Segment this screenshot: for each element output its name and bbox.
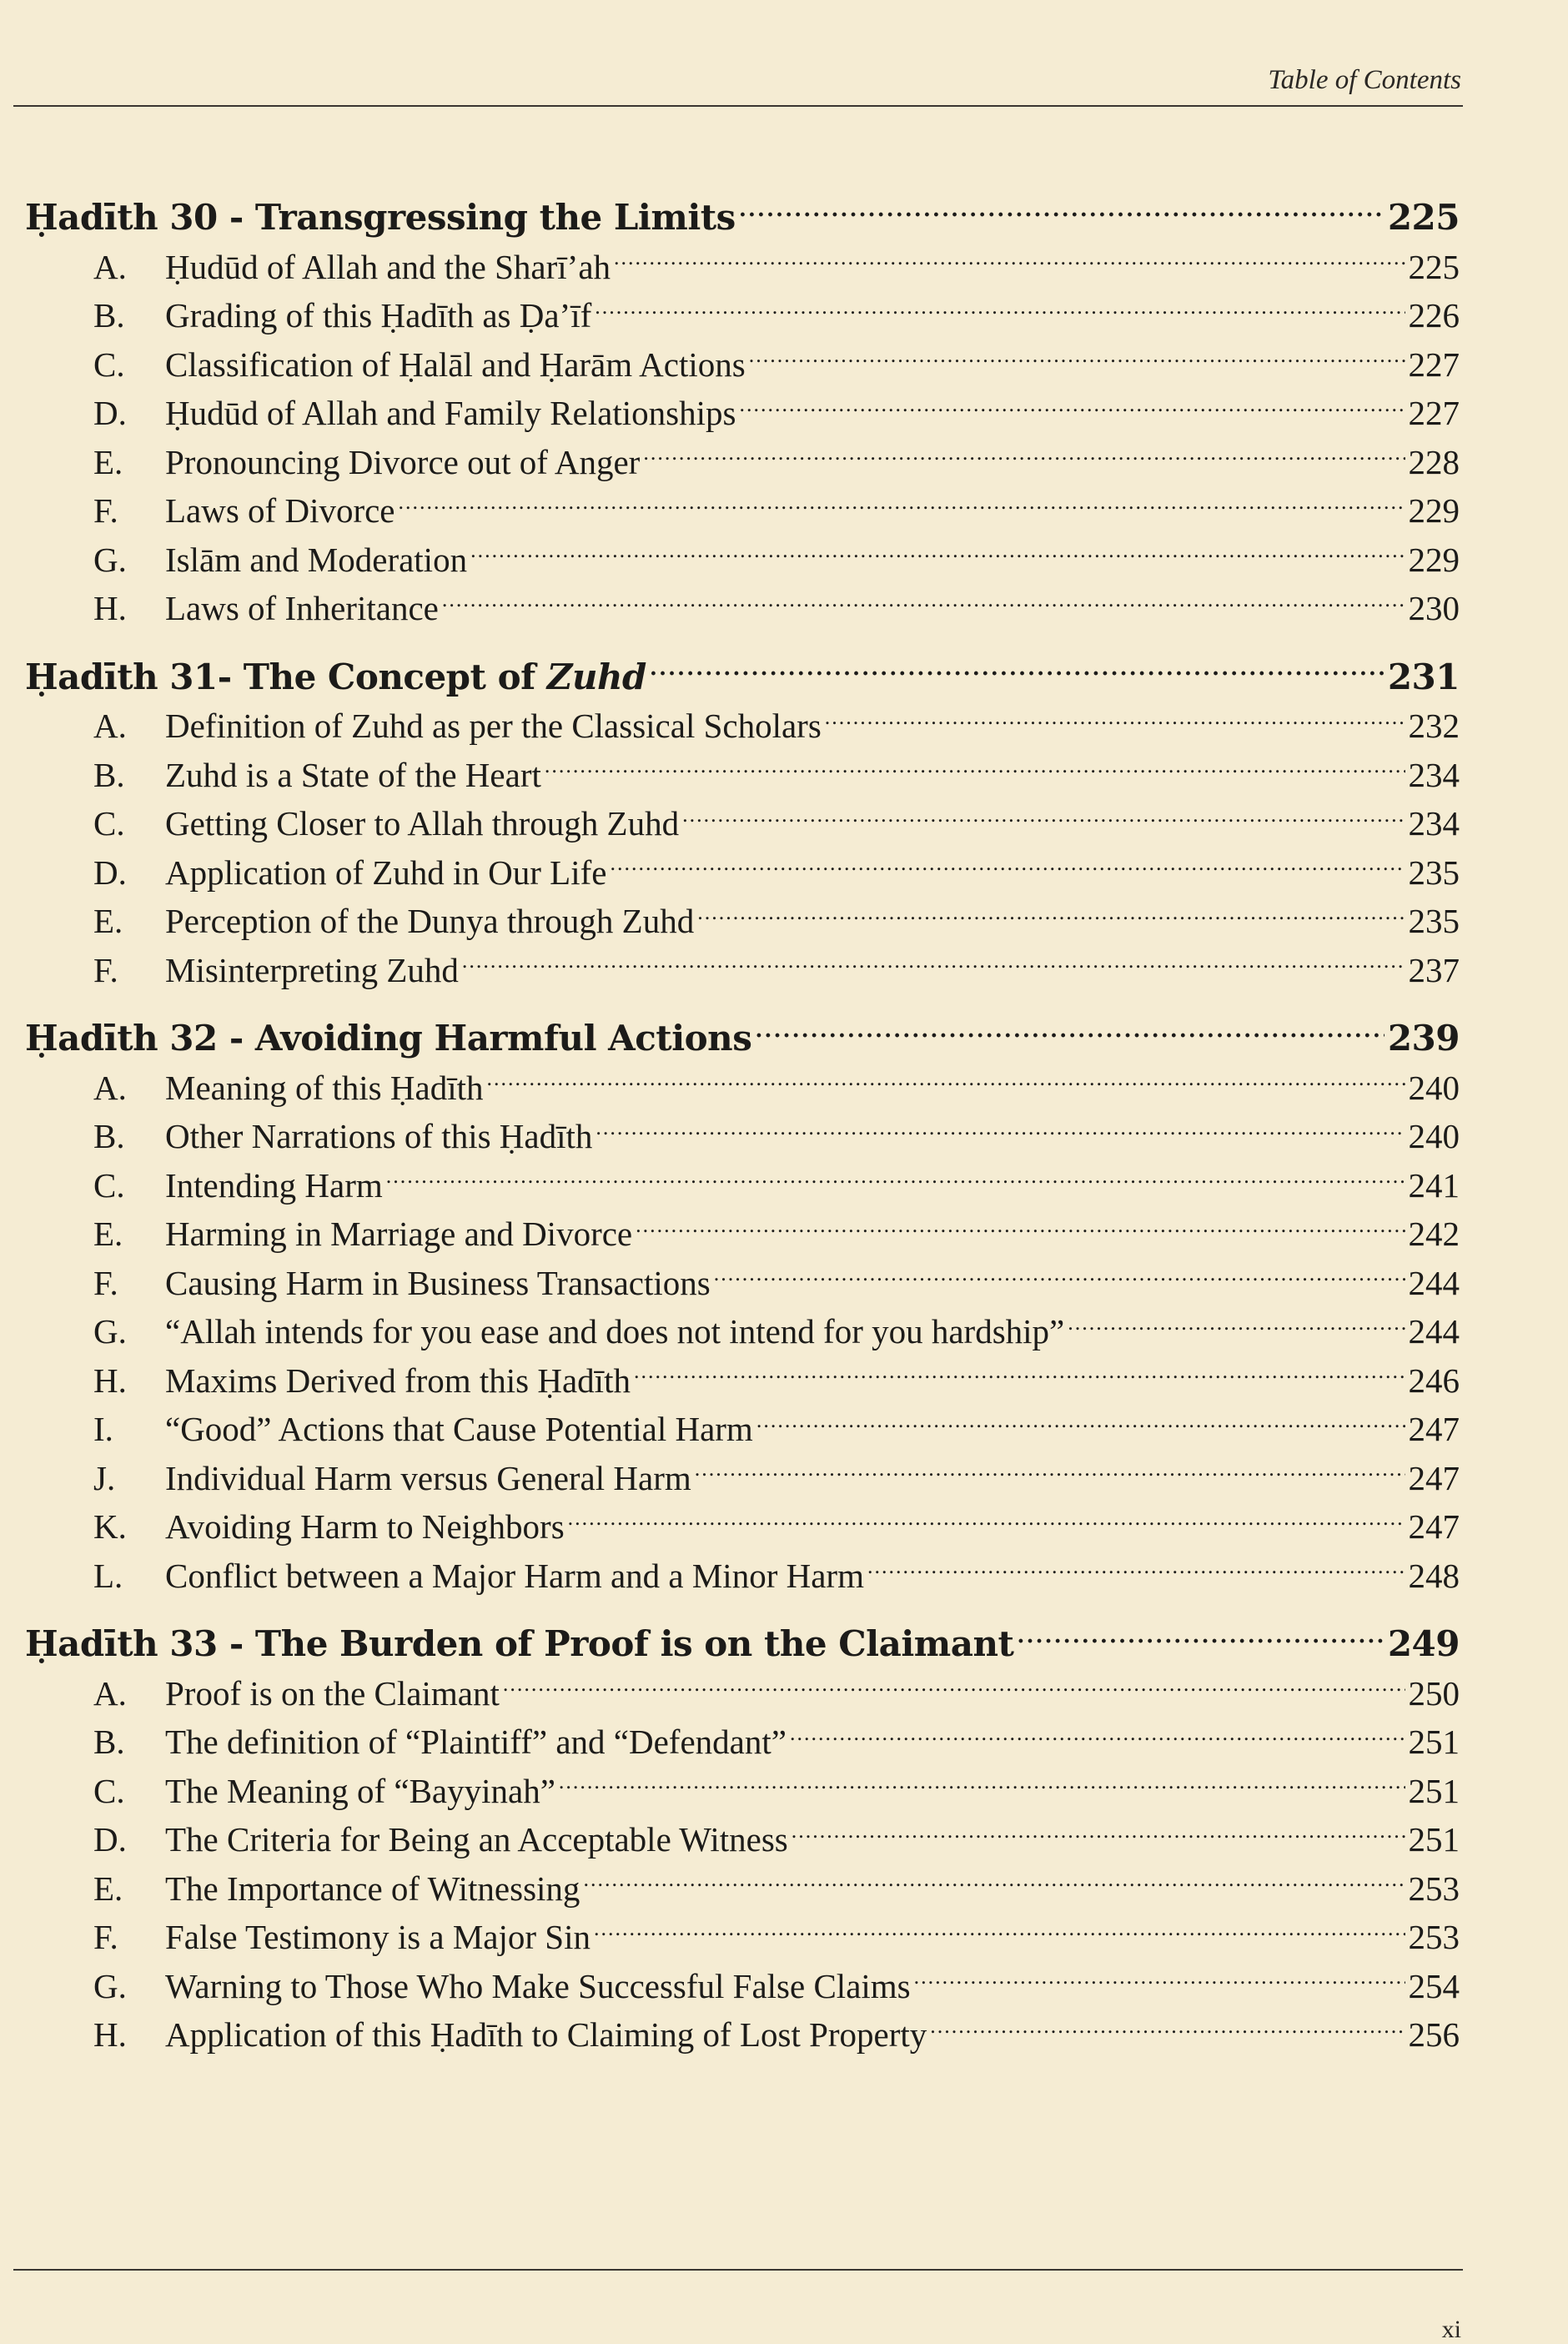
entry-title: Pronouncing Divorce out of Anger: [165, 442, 641, 481]
entry-page-number: 232: [1408, 707, 1460, 745]
toc-entry[interactable]: [25, 1405, 1460, 1454]
entry-letter: A.: [93, 1068, 127, 1107]
entry-letter: C.: [93, 1771, 125, 1810]
dot-leader: [714, 1260, 1405, 1295]
entry-title: Proof is on the Claimant: [165, 1673, 500, 1713]
entry-title: The Criteria for Being an Acceptable Witness: [165, 1820, 788, 1859]
dot-leader: [596, 1114, 1405, 1148]
entry-page-number: 254: [1408, 1966, 1460, 2005]
entry-letter: F.: [93, 1918, 118, 1956]
entry-title: Islām and Moderation: [165, 540, 468, 579]
toc-entry[interactable]: [25, 438, 1460, 487]
dot-leader: [650, 654, 1385, 689]
entry-title: Laws of Divorce: [165, 491, 395, 530]
page-folio: xi: [1441, 2316, 1461, 2343]
dot-leader: [386, 1163, 1405, 1197]
entry-title: Grading of this Ḥadīth as Ḍa’īf: [165, 296, 592, 334]
toc-entry[interactable]: [25, 848, 1460, 898]
entry-page-number: 226: [1408, 296, 1460, 334]
entry-page-number: 244: [1408, 1312, 1460, 1351]
dot-leader: [614, 244, 1405, 279]
toc-section: [25, 194, 1460, 633]
entry-letter: A.: [93, 247, 127, 286]
footer-rule: [13, 2269, 1463, 2271]
entry-page-number: 225: [1408, 247, 1460, 286]
toc-entry[interactable]: [25, 799, 1460, 848]
dot-leader: [682, 801, 1405, 835]
entry-letter: A.: [93, 707, 127, 745]
dot-leader: [486, 1065, 1405, 1099]
toc-entry[interactable]: [25, 1502, 1460, 1552]
entry-letter: F.: [93, 1263, 118, 1302]
toc-entry[interactable]: [25, 389, 1460, 438]
entry-letter: D.: [93, 853, 127, 892]
toc-entry[interactable]: [25, 1718, 1460, 1767]
dot-leader: [634, 1358, 1405, 1392]
entry-letter: G.: [93, 1966, 127, 2005]
entry-letter: F.: [93, 950, 118, 989]
entry-title: Application of this Ḥadīth to Claiming of Lost Property: [165, 2015, 927, 2054]
toc-entry[interactable]: [25, 1356, 1460, 1406]
toc-entry[interactable]: [25, 1962, 1460, 2011]
chapter-page-number: 225: [1387, 197, 1460, 238]
dot-leader: [399, 488, 1405, 522]
entry-page-number: 237: [1408, 950, 1460, 989]
toc-chapter-heading[interactable]: [25, 194, 1460, 243]
chapter-title-text: Ḥadīth 30 - Transgressing the Limits: [25, 197, 736, 238]
entry-title: The Meaning of “Bayyinah”: [165, 1771, 555, 1810]
entry-letter: I.: [93, 1410, 113, 1448]
toc-entry[interactable]: [25, 340, 1460, 390]
entry-page-number: 235: [1408, 902, 1460, 940]
dot-leader: [790, 1719, 1405, 1753]
entry-page-number: 228: [1408, 442, 1460, 481]
entry-title: Individual Harm versus General Harm: [165, 1458, 691, 1497]
entry-page-number: 240: [1408, 1068, 1460, 1107]
entry-page-number: 248: [1408, 1556, 1460, 1595]
entry-page-number: 227: [1408, 394, 1460, 432]
chapter-title-emphasis: Zuhd: [546, 656, 646, 697]
entry-letter: L.: [93, 1556, 123, 1595]
entry-title: Harming in Marriage and Divorce: [165, 1215, 633, 1253]
dot-leader: [755, 1015, 1384, 1050]
entry-title: Warning to Those Who Make Successful False Claims: [165, 1966, 911, 2005]
dot-leader: [503, 1671, 1405, 1705]
dot-leader: [442, 586, 1405, 620]
entry-title: Meaning of this Ḥadīth: [165, 1068, 484, 1107]
entry-title: Causing Harm in Business Transactions: [165, 1263, 711, 1302]
dot-leader: [697, 898, 1405, 933]
dot-leader: [594, 1914, 1405, 1949]
entry-letter: H.: [93, 589, 127, 627]
entry-page-number: 256: [1408, 2015, 1460, 2054]
entry-page-number: 251: [1408, 1723, 1460, 1761]
dot-leader: [695, 1456, 1405, 1490]
dot-leader: [792, 1817, 1405, 1851]
entry-title: Maxims Derived from this Ḥadīth: [165, 1361, 631, 1400]
dot-leader: [595, 293, 1405, 327]
chapter-page-number: 239: [1387, 1018, 1460, 1059]
entry-letter: H.: [93, 2015, 127, 2054]
entry-letter: B.: [93, 1723, 125, 1761]
entry-letter: E.: [93, 1215, 123, 1253]
chapter-title: [25, 1014, 751, 1064]
entry-letter: E.: [93, 442, 123, 481]
entry-page-number: 251: [1408, 1771, 1460, 1810]
entry-page-number: 234: [1408, 804, 1460, 843]
toc-entry[interactable]: [25, 243, 1460, 292]
entry-title: The Importance of Witnessing: [165, 1869, 580, 1908]
entry-letter: C.: [93, 345, 125, 384]
chapter-title: [25, 1620, 1013, 1669]
toc-section: [25, 1620, 1460, 2060]
toc-entry[interactable]: [25, 291, 1460, 340]
chapter-title-text: Ḥadīth 32 - Avoiding Harmful Actions: [25, 1018, 752, 1059]
entry-page-number: 250: [1408, 1673, 1460, 1713]
chapter-title: [25, 194, 736, 243]
toc-entry[interactable]: [25, 702, 1460, 751]
entry-title: Ḥudūd of Allah and Family Relationships: [165, 394, 736, 432]
dot-leader: [583, 1866, 1405, 1900]
dot-leader: [559, 1768, 1405, 1803]
entry-letter: E.: [93, 1869, 123, 1908]
entry-letter: C.: [93, 804, 125, 843]
toc-chapter-heading[interactable]: [25, 1014, 1460, 1064]
dot-leader: [930, 2012, 1405, 2046]
entry-title: Zuhd is a State of the Heart: [165, 755, 541, 794]
entry-title: Conflict between a Major Harm and a Minor Harm: [165, 1556, 864, 1595]
dot-leader: [643, 440, 1405, 474]
entry-page-number: 246: [1408, 1361, 1460, 1400]
toc-chapter-heading[interactable]: [25, 653, 1460, 702]
toc-entry[interactable]: [25, 1454, 1460, 1503]
entry-title: Intending Harm: [165, 1165, 383, 1205]
toc-entry[interactable]: [25, 1259, 1460, 1308]
toc-entry[interactable]: [25, 751, 1460, 800]
toc-chapter-heading[interactable]: [25, 1620, 1460, 1669]
toc-entry[interactable]: [25, 536, 1460, 585]
toc-entry[interactable]: [25, 1552, 1460, 1601]
entry-letter: H.: [93, 1361, 127, 1400]
entry-letter: G.: [93, 540, 127, 579]
dot-leader: [636, 1211, 1405, 1245]
entry-title: Misinterpreting Zuhd: [165, 950, 459, 989]
chapter-title-text: Ḥadīth 33 - The Burden of Proof is on the Claimant: [25, 1623, 1014, 1664]
toc-entry[interactable]: [25, 1064, 1460, 1113]
entry-page-number: 230: [1408, 589, 1460, 627]
dot-leader: [610, 850, 1405, 884]
entry-title: Ḥudūd of Allah and the Sharī’ah: [165, 247, 611, 286]
header-rule: [13, 105, 1463, 107]
dot-leader: [568, 1504, 1405, 1538]
dot-leader: [462, 948, 1405, 982]
entry-title: Classification of Ḥalāl and Ḥarām Actions: [165, 345, 746, 384]
entry-page-number: 242: [1408, 1215, 1460, 1253]
dot-leader: [749, 342, 1405, 376]
dot-leader: [545, 752, 1405, 787]
entry-page-number: 229: [1408, 540, 1460, 579]
entry-page-number: 227: [1408, 345, 1460, 384]
entry-title: “Good” Actions that Cause Potential Harm: [165, 1410, 753, 1448]
entry-page-number: 241: [1408, 1165, 1460, 1205]
toc-entry[interactable]: [25, 486, 1460, 536]
toc-entry[interactable]: [25, 1913, 1460, 1962]
toc-entry[interactable]: [25, 1161, 1460, 1210]
dot-leader: [825, 703, 1405, 737]
entry-page-number: 234: [1408, 755, 1460, 794]
entry-page-number: 247: [1408, 1410, 1460, 1448]
entry-page-number: 235: [1408, 853, 1460, 892]
entry-title: Perception of the Dunya through Zuhd: [165, 902, 695, 940]
entry-title: Avoiding Harm to Neighbors: [165, 1507, 565, 1546]
toc-entry[interactable]: [25, 2010, 1460, 2060]
entry-page-number: 240: [1408, 1117, 1460, 1155]
entry-title: Application of Zuhd in Our Life: [165, 853, 607, 892]
entry-letter: K.: [93, 1507, 127, 1546]
entry-title: Other Narrations of this Ḥadīth: [165, 1117, 593, 1155]
chapter-page-number: 231: [1387, 656, 1460, 697]
toc-entry[interactable]: [25, 584, 1460, 633]
dot-leader: [867, 1553, 1405, 1587]
entry-title: Laws of Inheritance: [165, 589, 439, 627]
entry-letter: D.: [93, 394, 127, 432]
dot-leader: [739, 390, 1405, 425]
toc-entry[interactable]: [25, 946, 1460, 995]
entry-letter: A.: [93, 1673, 127, 1713]
entry-letter: B.: [93, 1117, 125, 1155]
entry-letter: J.: [93, 1458, 116, 1497]
entry-letter: F.: [93, 491, 118, 530]
toc-entry[interactable]: [25, 1112, 1460, 1161]
entry-page-number: 253: [1408, 1918, 1460, 1956]
entry-letter: B.: [93, 296, 125, 334]
dot-leader: [739, 194, 1385, 229]
entry-title: “Allah intends for you ease and does not intend for you hardship”: [165, 1312, 1065, 1351]
toc-section: [25, 653, 1460, 995]
entry-title: The definition of “Plaintiff” and “Defendant”: [165, 1723, 787, 1761]
entry-letter: C.: [93, 1165, 125, 1205]
entry-page-number: 247: [1408, 1507, 1460, 1546]
toc-entry[interactable]: [25, 1815, 1460, 1864]
entry-letter: B.: [93, 755, 125, 794]
dot-leader: [470, 537, 1405, 571]
chapter-title-text: Ḥadīth 31- The Concept of: [25, 656, 547, 697]
entry-page-number: 253: [1408, 1869, 1460, 1908]
entry-title: False Testimony is a Major Sin: [165, 1918, 591, 1956]
entry-title: Definition of Zuhd as per the Classical Scholars: [165, 707, 822, 745]
entry-page-number: 247: [1408, 1458, 1460, 1497]
entry-page-number: 244: [1408, 1263, 1460, 1302]
entry-letter: G.: [93, 1312, 127, 1351]
running-header: Table of Contents: [1268, 65, 1461, 95]
chapter-page-number: 249: [1387, 1623, 1460, 1664]
toc-entry[interactable]: [25, 1864, 1460, 1914]
toc-entry[interactable]: [25, 1307, 1460, 1356]
toc-entry[interactable]: [25, 1669, 1460, 1718]
entry-title: Getting Closer to Allah through Zuhd: [165, 804, 680, 843]
toc-section: [25, 1014, 1460, 1600]
dot-leader: [1017, 1621, 1384, 1656]
entry-page-number: 229: [1408, 491, 1460, 530]
toc-entry[interactable]: [25, 1210, 1460, 1259]
chapter-title: [25, 653, 646, 702]
entry-page-number: 251: [1408, 1820, 1460, 1859]
toc-entry[interactable]: [25, 1767, 1460, 1816]
dot-leader: [1068, 1309, 1405, 1343]
toc-entry[interactable]: [25, 897, 1460, 946]
table-of-contents: [25, 194, 1460, 2060]
entry-letter: E.: [93, 902, 123, 940]
dot-leader: [756, 1406, 1405, 1441]
dot-leader: [914, 1964, 1405, 1998]
entry-letter: D.: [93, 1820, 127, 1859]
